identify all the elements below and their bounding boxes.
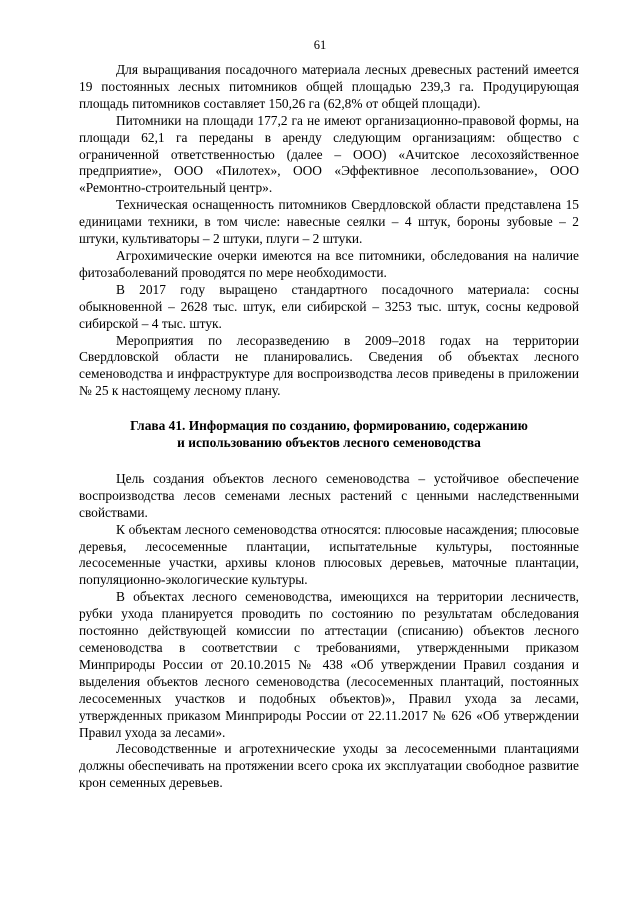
paragraph-afforestation: Мероприятия по лесоразведению в 2009–2018 годах на территории Свердловской области не планировались. Сведения об объектах лесного семеноводства и инфраструктуре для воспроизводства лесов приведены в приложении № 25 к настоящему лесному плану. xyxy=(79,332,579,399)
chapter-title xyxy=(79,418,579,452)
paragraph-nurseries-area: Для выращивания посадочного материала лесных древесных растений имеется 19 постоянных лесных питомников общей площадью 239,3 га. Продуцирующая площадь питомников составляет 150,26 га (62,8% от общей площади). xyxy=(79,62,579,111)
paragraph-seed-purpose: Цель создания объектов лесного семеноводства – устойчивое обеспечение воспроизводства лесов семенами лесных растений с ценными наследственными свойствами. xyxy=(79,470,579,520)
paragraph-nurseries-lease: Питомники на площади 177,2 га не имеют организационно-правовой формы, на площади 62,1 га переданы в аренду следующим организациям: общество с ограниченной ответственностью (далее – ООО) «Ачитское лесохозяйственное предприятие», ООО «Пилотех», ООО «Эффективное лесопользование», ООО «Ремонтно-строительный центр». xyxy=(79,112,579,196)
page-number: 61 xyxy=(313,38,327,52)
paragraph-nurseries-equipment: Техническая оснащенность питомников Свердловской области представлена 15 единицами техники, в том числе: навесные сеялки – 4 штук, бороны зубовые – 2 штуки, культиваторы – 2 штуки, плуги – 2 штуки. xyxy=(79,197,579,247)
paragraph-plantation-care: Лесоводственные и агротехнические уходы за лесосеменными плантациями должны обеспечивать на протяжении всего срока их эксплуатации свободное развитие крон семенных деревьев. xyxy=(79,741,579,791)
paragraph-planting-material-2017: В 2017 году выращено стандартного посадочного материала: сосны обыкновенной – 2628 тыс. штук, ели сибирской – 3253 тыс. штук, сосны кедровой сибирской – 4 тыс. штук. xyxy=(79,281,579,331)
page-content xyxy=(79,62,579,792)
paragraph-agrochemical-surveys: Агрохимические очерки имеются на все питомники, обследования на наличие фитозаболеваний проводятся по мере необходимости. xyxy=(79,247,579,280)
chapter-title-line-2: и использованию объектов лесного семеноводства xyxy=(177,435,481,451)
chapter-title-line-1: Глава 41. Информация по созданию, формированию, содержанию xyxy=(130,418,528,434)
paragraph-thinning-rules: В объектах лесного семеноводства, имеющихся на территории лесничеств, рубки ухода планируется проводить по состоянию по результатам обследования постоянно действующей комиссии по аттестации (списанию) объектов лесного семеноводства в соответствии с требованиями, утвержденными приказом Минприроды России от 20.10.2015 № 438 «Об утверждении Правил создания и выделения объектов лесного семеноводства (лесосеменных плантаций, постоянных лесосеменных участков и подобных объектов)», Правил ухода за лесами, утвержденных приказом Минприроды России от 22.11.2017 № 626 «Об утверждении Правил ухода за лесами». xyxy=(79,589,579,740)
paragraph-seed-objects: К объектам лесного семеноводства относятся: плюсовые насаждения; плюсовые деревья, лесосеменные плантации, испытательные культуры, постоянные лесосеменные участки, архивы клонов плюсовых деревьев, маточные плантации, популяционно-экологические культуры. xyxy=(79,521,579,588)
